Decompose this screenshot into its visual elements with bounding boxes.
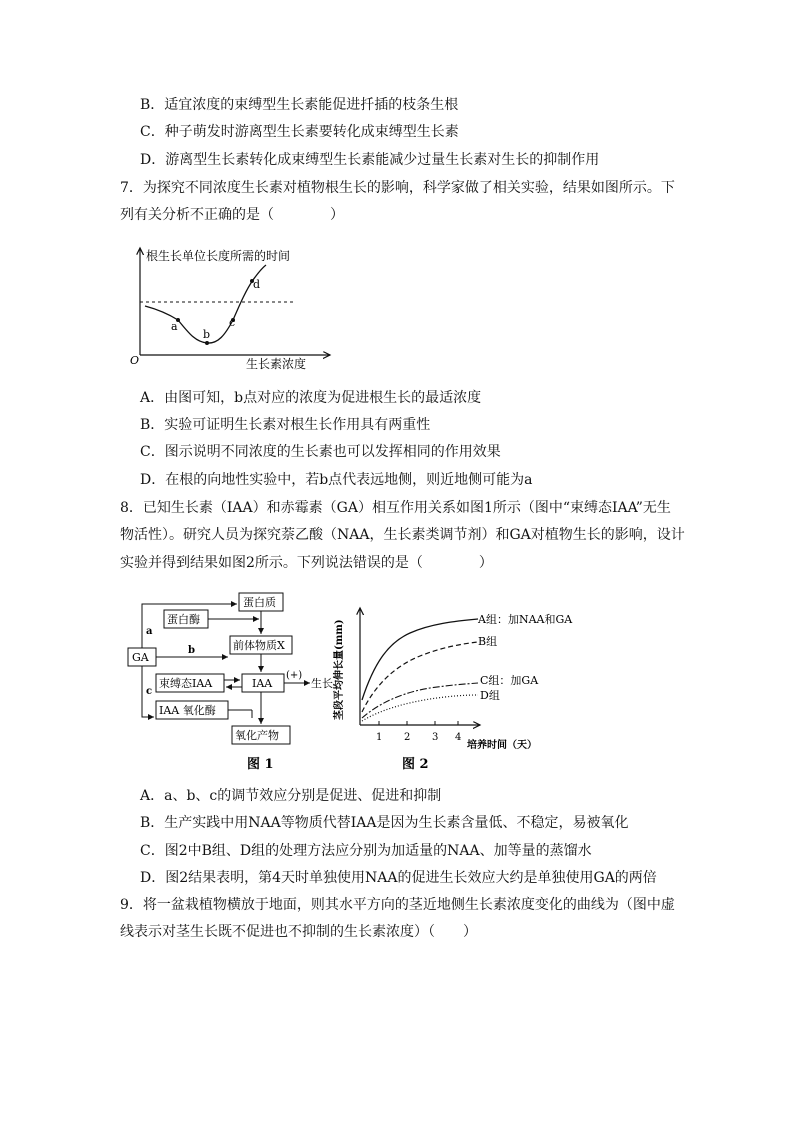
fig2-x-label: 培养时间（天） <box>467 740 537 751</box>
q8-option-b: B．生产实践中用NAA等物质代替IAA是因为生长素含量低、不稳定，易被氧化 <box>140 815 629 831</box>
fig1-iaa-oxidase: IAA 氧化酶 <box>159 704 216 717</box>
fig2-caption: 图 2 <box>402 757 429 772</box>
fig1-bound-iaa: 束缚态IAA <box>159 677 213 690</box>
fig2-curve-b <box>362 642 478 712</box>
q7-label-d: d <box>253 278 261 291</box>
fig2-curve-c <box>362 683 478 718</box>
q6-option-b: B．适宜浓度的束缚型生长素能促进扦插的枝条生根 <box>140 97 459 113</box>
q8-stem-line3: 实验并得到结果如图2所示。下列说法错误的是（ ） <box>120 555 493 571</box>
fig1-caption: 图 1 <box>247 757 274 772</box>
q7-figure <box>120 240 340 375</box>
q7-x-label: 生长素浓度 <box>246 357 307 371</box>
fig1-growth: 生长 <box>311 677 333 690</box>
fig2-tick-3: 3 <box>432 732 439 743</box>
fig2-label-c: C组：加GA <box>480 674 539 687</box>
fig1-iaa: IAA <box>252 677 273 690</box>
q6-option-c: C．种子萌发时游离型生长素要转化成束缚型生长素 <box>140 124 459 140</box>
fig1-protease: 蛋白酶 <box>167 613 200 626</box>
q7-label-a: a <box>171 320 178 333</box>
fig2-curve-a <box>362 619 478 700</box>
fig2-label-a: A组：加NAA和GA <box>478 613 573 626</box>
fig1-label-b: b <box>188 645 195 656</box>
q8-option-c: C．图2中B组、D组的处理方法应分别为加适量的NAA、加等量的蒸馏水 <box>140 843 592 859</box>
q7-option-c: C．图示说明不同浓度的生长素也可以发挥相同的作用效果 <box>140 444 501 460</box>
fig1-oxidation-product: 氧化产物 <box>235 729 279 742</box>
q8-option-a: A．a、b、c的调节效应分别是促进、促进和抑制 <box>140 788 442 804</box>
fig1-plus: (+) <box>286 670 303 681</box>
fig1-ga: GA <box>132 651 149 664</box>
fig2-tick-2: 2 <box>404 732 411 743</box>
fig2-label-b: B组 <box>478 635 498 648</box>
q7-origin: O <box>130 354 140 367</box>
fig1-label-a: a <box>146 626 153 637</box>
q8-stem-line2: 物活性）。研究人员为探究萘乙酸（NAA，生长素类调节剂）和GA对植物生长的影响，设计 <box>120 527 685 543</box>
q7-point-b <box>205 341 209 345</box>
fig2-label-d: D组 <box>480 689 500 702</box>
fig2-tick-4: 4 <box>455 732 462 743</box>
fig1-protein: 蛋白质 <box>243 596 276 609</box>
q7-option-b: B．实验可证明生长素对根生长作用具有两重性 <box>140 417 431 433</box>
fig2-y-label: 茎段平均伸长量(mm) <box>334 619 345 720</box>
q8-stem-line1: 8．已知生长素（IAA）和赤霉素（GA）相互作用关系如图1所示（图中“束缚态IAA”无生 <box>120 500 671 516</box>
q9-stem-line1: 9．将一盆栽植物横放于地面，则其水平方向的茎近地侧生长素浓度变化的曲线为（图中虚 <box>120 897 675 913</box>
q9-stem-line2: 线表示对茎生长既不促进也不抑制的生长素浓度）（ ） <box>120 924 477 940</box>
q7-label-b: b <box>203 328 211 341</box>
fig1-precursor: 前体物质X <box>233 639 285 652</box>
q7-stem-line1: 7．为探究不同浓度生长素对植物根生长的影响，科学家做了相关实验，结果如图所示。下 <box>120 180 675 196</box>
fig2-tick-1: 1 <box>376 732 383 743</box>
q7-option-a: A．由图可知，b点对应的浓度为促进根生长的最适浓度 <box>140 390 482 406</box>
q8-figure-1 <box>122 590 337 775</box>
q6-option-d: D．游离型生长素转化成束缚型生长素能减少过量生长素对生长的抑制作用 <box>140 152 600 168</box>
fig1-label-c: c <box>146 686 153 697</box>
q8-figure-2 <box>330 600 580 775</box>
q7-y-label: 根生长单位长度所需的时间 <box>146 249 291 263</box>
q8-option-d: D．图2结果表明，第4天时单独使用NAA的促进生长效应大约是单独使用GA的两倍 <box>140 870 657 886</box>
fig2-curve-d <box>362 695 478 721</box>
q7-stem-line2: 列有关分析不正确的是（ ） <box>120 207 344 223</box>
q7-label-c: c <box>229 316 236 329</box>
q7-option-d: D．在根的向地性实验中，若b点代表远地侧，则近地侧可能为a <box>140 472 533 488</box>
